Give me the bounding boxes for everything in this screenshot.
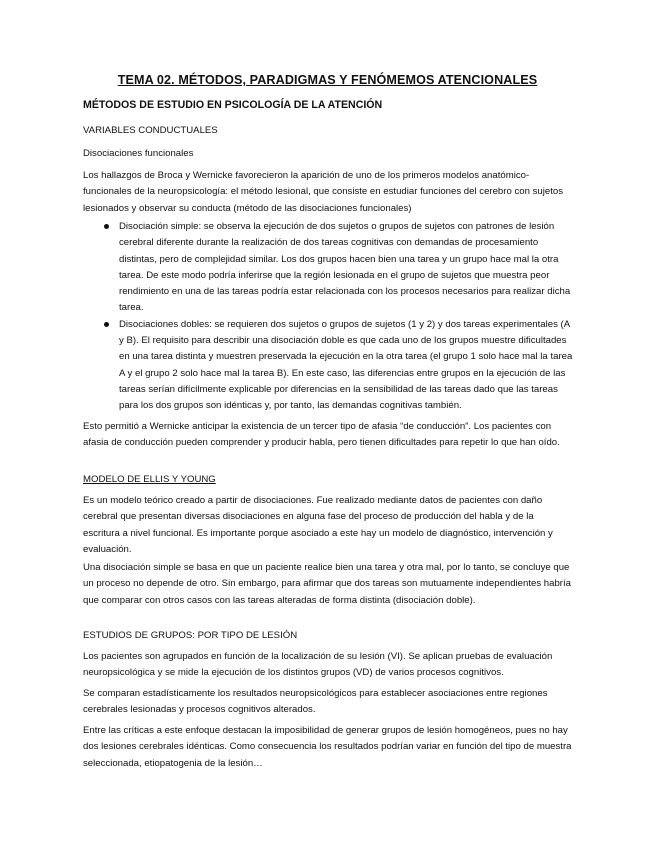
heading-ellis-young: MODELO DE ELLIS Y YOUNG bbox=[83, 474, 216, 485]
paragraph-intro: Los hallazgos de Broca y Wernicke favorecieron la aparición de uno de los primeros modelos anatómico-funcionales de la neuropsicología: el método lesional, que consiste en estudiar funciones del cerebro con sujetos lesionados y observar su conducta (método de las disociaciones funcionales) bbox=[83, 170, 563, 214]
paragraph-groups-2: Se comparan estadísticamente los resultados neuropsicológicos para establecer asociaciones entre regiones cerebrales lesionadas y procesos cognitivos alterados. bbox=[83, 688, 548, 716]
document-title: TEMA 02. MÉTODOS, PARADIGMAS Y FENÓMEMOS ATENCIONALES bbox=[117, 73, 538, 87]
section-heading-methods: MÉTODOS DE ESTUDIO EN PSICOLOGÍA DE LA ATENCIÓN bbox=[83, 99, 383, 111]
paragraph-ellis-2: Una disociación simple se basa en que un paciente realice bien una tarea y otra mal, por lo tanto, se concluye que un proceso no depende de otro. Sin embargo, para afirmar que dos tareas son mutuamente independientes habría que comparar con otros casos con las tareas alteradas de forma distinta (disociación doble). bbox=[83, 562, 572, 606]
bullet-icon bbox=[104, 224, 109, 229]
subheading-dissociations: Disociaciones funcionales bbox=[83, 148, 194, 159]
subsection-heading-variables: VARIABLES CONDUCTUALES bbox=[83, 125, 218, 136]
paragraph-groups-1: Los pacientes son agrupados en función de la localización de su lesión (VI). Se aplican pruebas de evaluación neuropsicológica y se mide la ejecución de los distintos grupos (VD) de varios procesos cognitivos. bbox=[83, 651, 553, 679]
list-item-text: Disociación simple: se observa la ejecución de dos sujetos o grupos de sujetos con patrones de lesión cerebral diferente durante la realización de dos tareas cognitivas con demandas de procesamiento distintas, pero de complejidad similar. Los dos grupos hacen bien una tarea y un grupo hace mal la otra tarea. De este modo podría inferirse que la región lesionada en el grupo de sujetos que muestra peor rendimiento en una de las tareas podría estar relacionada con los procesos necesarios para realizar dicha tarea. bbox=[119, 221, 571, 314]
list-item-double-dissociation bbox=[83, 317, 573, 415]
paragraph-groups-3: Entre las críticas a este enfoque destacan la imposibilidad de generar grupos de lesión homogéneos, pues no hay dos lesiones cerebrales idénticas. Como consecuencia los resultados podrían variar en función del tipo de muestra seleccionada, etiopatogenia de la lesión… bbox=[83, 725, 572, 769]
heading-group-studies: ESTUDIOS DE GRUPOS: POR TIPO DE LESIÓN bbox=[83, 630, 298, 641]
bullet-icon bbox=[104, 322, 109, 327]
list-item-simple-dissociation bbox=[83, 219, 573, 317]
list-item-text: Disociaciones dobles: se requieren dos sujetos o grupos de sujetos (1 y 2) y dos tareas experimentales (A y B). El requisito para describir una disociación doble es que cada uno de los grupos muestre dificultades en una tarea distinta y muestren preservada la ejecución en la otra tarea (el grupo 1 solo hace mal la tarea A y el grupo 2 solo hace mal la tarea B). En este caso, las diferencias entre grupos en la ejecución de las tareas serían difícilmente explicable por diferencias en la sensibilidad de las tareas dado que las tareas para los dos grupos son idénticas y, por tanto, las demandas cognitivas también. bbox=[119, 318, 573, 412]
paragraph-ellis-1: Es un modelo teórico creado a partir de disociaciones. Fue realizado mediante datos de pacientes con daño cerebral que presentan diversas disociaciones en alguna fase del proceso de producción del habla y de la escritura a nivel funcional. Es importante porque asociado a este hay un modelo de diagnóstico, intervención y evaluación. bbox=[83, 495, 553, 555]
dissociation-list bbox=[83, 219, 573, 415]
paragraph-wernicke: Esto permitió a Wernicke anticipar la existencia de un tercer tipo de afasia “de conducción”. Los pacientes con afasia de conducción pueden comprender y producir habla, pero tienen dificultades para repetir lo que han oído. bbox=[83, 421, 560, 449]
